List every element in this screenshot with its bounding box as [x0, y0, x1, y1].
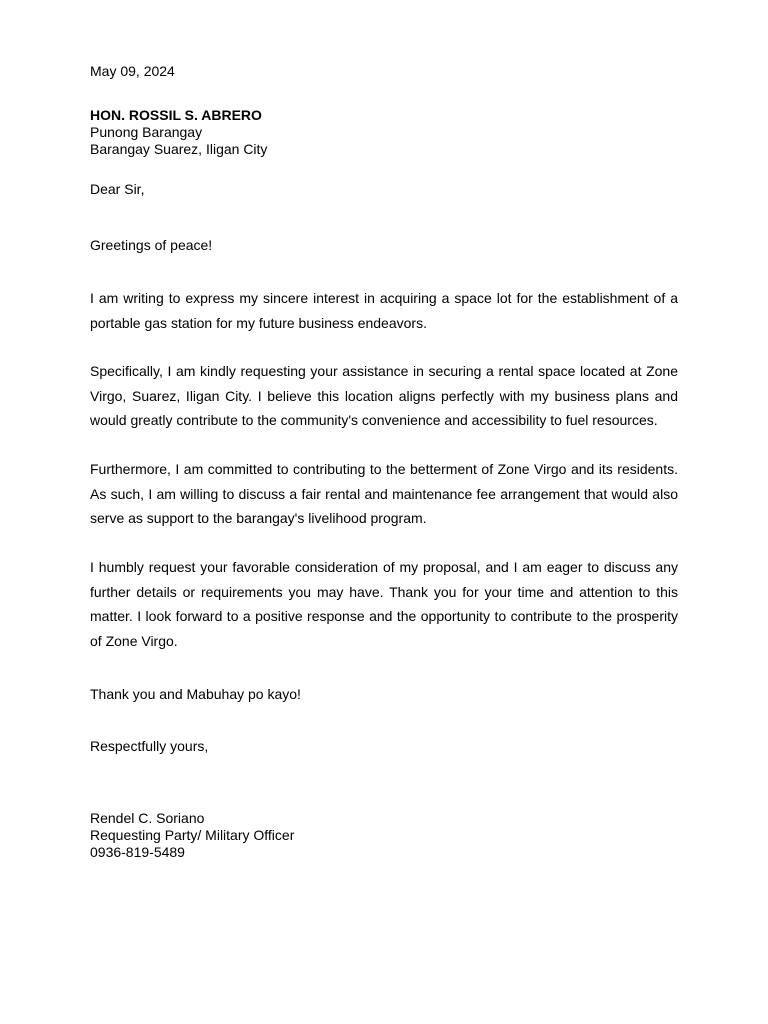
sender-phone: 0936-819-5489	[90, 844, 185, 860]
recipient-address: Barangay Suarez, Iligan City	[90, 141, 268, 157]
body-paragraph-2: Specifically, I am kindly requesting your assistance in securing a rental space located at Zone Virgo, Suarez, Iligan City. I believe this location aligns perfectly with my business plans and would greatly contribute to the community's convenience and accessibility to fuel resources.	[90, 363, 678, 428]
body-paragraph-1: I am writing to express my sincere interest in acquiring a space lot for the establishment of a portable gas station for my future business endeavors.	[90, 290, 678, 331]
recipient-name: HON. ROSSIL S. ABRERO	[90, 107, 262, 123]
closing: Respectfully yours,	[90, 738, 209, 754]
body-paragraph-3: Furthermore, I am committed to contributing to the betterment of Zone Virgo and its residents. As such, I am willing to discuss a fair rental and maintenance fee arrangement that would also serve as support to the barangay's livelihood program.	[90, 461, 678, 526]
thanks-line: Thank you and Mabuhay po kayo!	[90, 686, 301, 702]
sender-role: Requesting Party/ Military Officer	[90, 827, 295, 843]
letter-date: May 09, 2024	[90, 63, 175, 79]
body-paragraph-4: I humbly request your favorable consideration of my proposal, and I am eager to discuss any further details or requirements you may have. Thank you for your time and attention to this matter. I look forward to a positive response and the opportunity to contribute to the prosperity of Zone Virgo.	[90, 559, 678, 649]
greeting: Greetings of peace!	[90, 237, 213, 253]
recipient-title: Punong Barangay	[90, 124, 203, 140]
sender-name: Rendel C. Soriano	[90, 810, 205, 826]
salutation: Dear Sir,	[90, 181, 145, 197]
